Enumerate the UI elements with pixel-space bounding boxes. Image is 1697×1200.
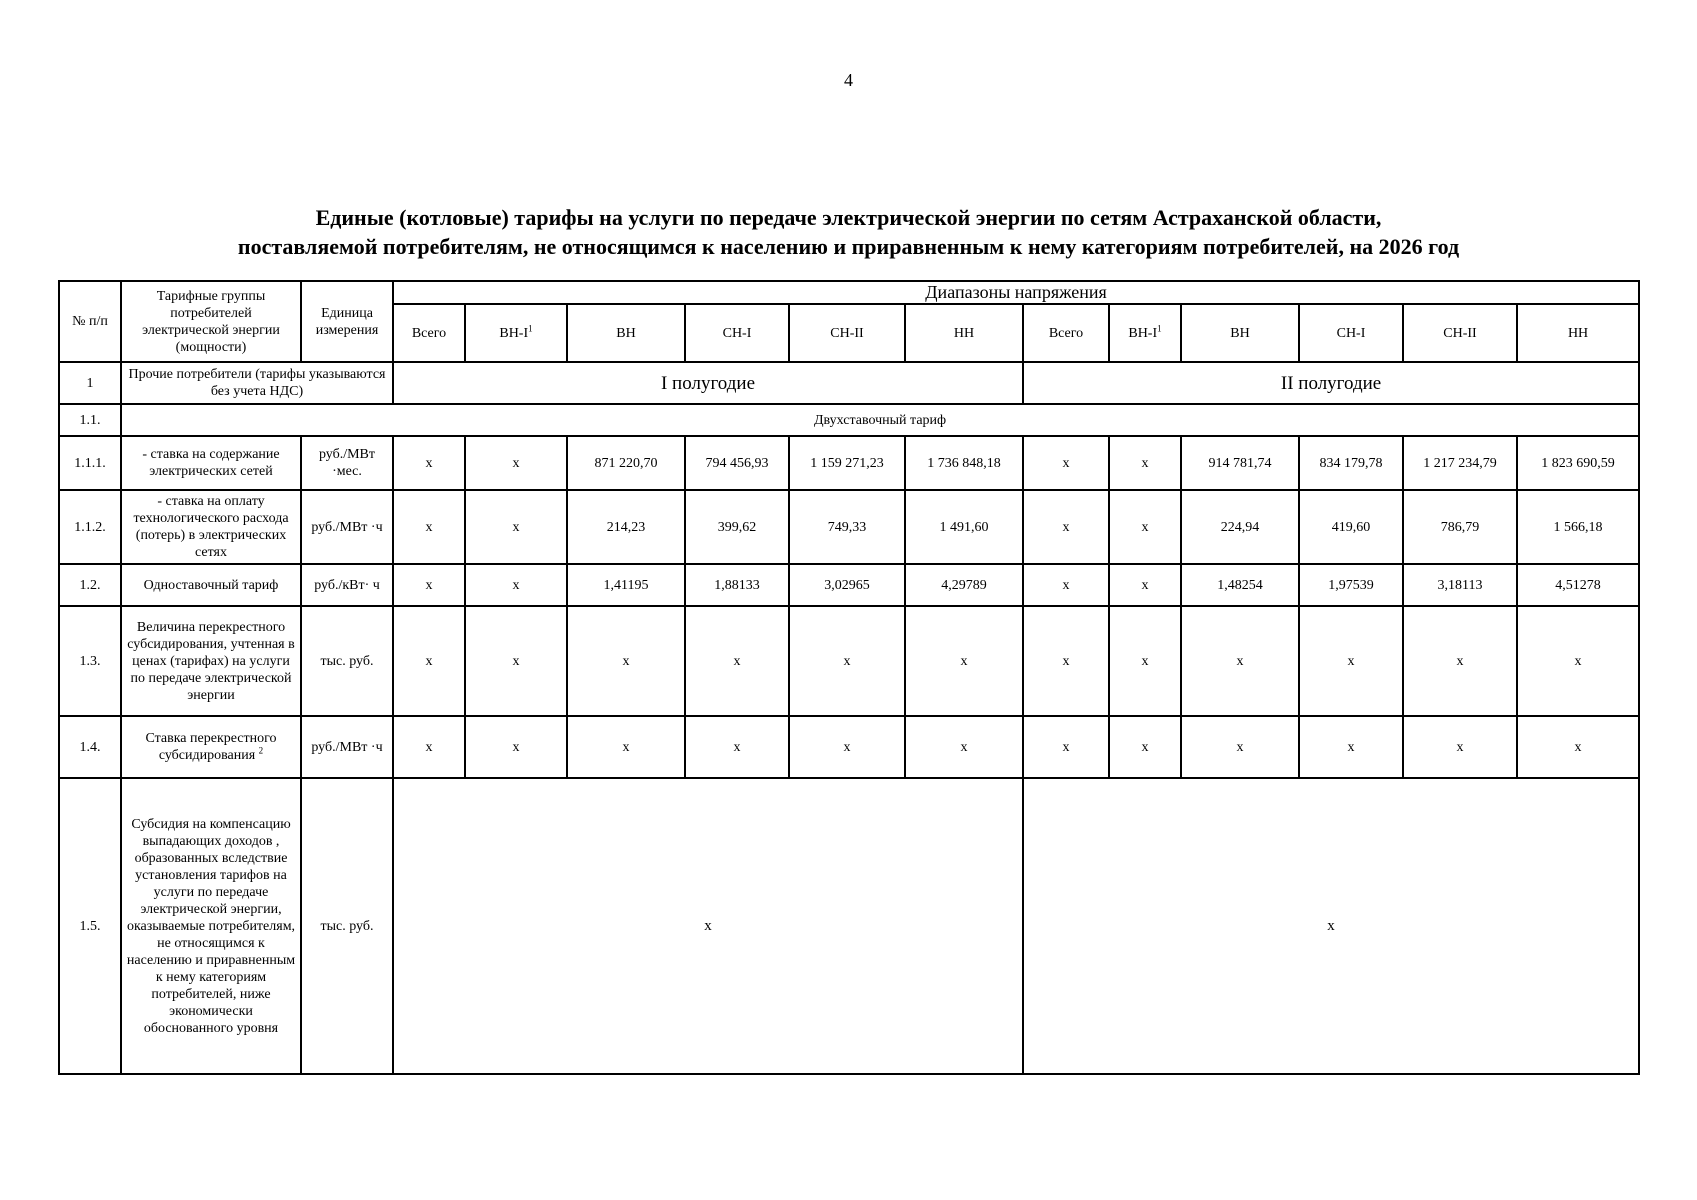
cell-value-half-1: x [393, 778, 1023, 1074]
cell-value: x [1109, 490, 1181, 564]
cell-value: x [685, 606, 789, 716]
cell-value: 1 566,18 [1517, 490, 1639, 564]
cell-value: x [1023, 606, 1109, 716]
cell-value: x [1109, 716, 1181, 778]
row-name: Прочие потребители (тарифы указываются без учета НДС) [121, 362, 393, 404]
col-nn-1: НН [905, 304, 1023, 362]
table-row [59, 404, 1639, 436]
col-total-2: Всего [1023, 304, 1109, 362]
cell-value: x [567, 606, 685, 716]
cell-value: x [685, 716, 789, 778]
cell-value: x [393, 564, 465, 606]
header-unit: Единица измерения [301, 281, 393, 362]
table-row [59, 564, 1639, 606]
cell-value: 794 456,93 [685, 436, 789, 490]
page-number: 4 [844, 70, 853, 90]
cell-value: 3,18113 [1403, 564, 1517, 606]
cell-value: x [1517, 716, 1639, 778]
table-row [59, 606, 1639, 716]
cell-value: x [393, 606, 465, 716]
cell-value: x [393, 436, 465, 490]
header-row-1 [59, 281, 1639, 304]
row-name: - ставка на оплату технологического расхода (потерь) в электрических сетях [121, 490, 301, 564]
cell-value: 914 781,74 [1181, 436, 1299, 490]
row-unit: руб./МВт ·ч [301, 490, 393, 564]
header-num: № п/п [59, 281, 121, 362]
cell-value: 1,88133 [685, 564, 789, 606]
cell-value: x [1299, 606, 1403, 716]
cell-value: 4,29789 [905, 564, 1023, 606]
table-row [59, 716, 1639, 778]
cell-value-half-2: x [1023, 778, 1639, 1074]
cell-value: x [1109, 564, 1181, 606]
cell-value: 224,94 [1181, 490, 1299, 564]
row-unit: руб./МВт ·ч [301, 716, 393, 778]
cell-value: 1 159 271,23 [789, 436, 905, 490]
cell-value: x [1109, 606, 1181, 716]
cell-value: x [393, 716, 465, 778]
cell-value: x [465, 716, 567, 778]
cell-value: 1 823 690,59 [1517, 436, 1639, 490]
cell-value: x [1023, 716, 1109, 778]
col-vn-1: ВН [567, 304, 685, 362]
cell-value: x [465, 564, 567, 606]
row-name: Субсидия на компенсацию выпадающих доходов , образованных вследствие установления тарифов на услуги по передаче электрической энергии, оказываемые потребителям, не относящимся к населению и приравненным к нему категориям потребителей, ниже экономически обоснованного уровня [121, 778, 301, 1074]
row-num: 1.5. [59, 778, 121, 1074]
table-row [59, 778, 1639, 1074]
row-name-text: Ставка перекрестного субсидирования [145, 731, 277, 763]
cell-value: 871 220,70 [567, 436, 685, 490]
row-num: 1.3. [59, 606, 121, 716]
col-vn1-label: ВН-I [499, 325, 529, 341]
col-vn1-1 [465, 304, 567, 362]
cell-value: 1 491,60 [905, 490, 1023, 564]
cell-value: x [1403, 716, 1517, 778]
cell-value: 419,60 [1299, 490, 1403, 564]
row-name: - ставка на содержание электрических сетей [121, 436, 301, 490]
row-unit: руб./МВт ·мес. [301, 436, 393, 490]
row-unit: тыс. руб. [301, 606, 393, 716]
half-1-label: I полугодие [393, 362, 1023, 404]
header-group: Тарифные группы потребителей электрической энергии (мощности) [121, 281, 301, 362]
cell-value: x [789, 716, 905, 778]
table-row [59, 436, 1639, 490]
col-sn1-2: СН-I [1299, 304, 1403, 362]
cell-value: x [465, 436, 567, 490]
col-sn2-1: СН-II [789, 304, 905, 362]
cell-value: 1 736 848,18 [905, 436, 1023, 490]
row-unit: руб./кВт· ч [301, 564, 393, 606]
row-num: 1.2. [59, 564, 121, 606]
cell-value: x [1403, 606, 1517, 716]
cell-value: x [905, 716, 1023, 778]
row-name: Одноставочный тариф [121, 564, 301, 606]
half-2-label: II полугодие [1023, 362, 1639, 404]
cell-value: x [1023, 436, 1109, 490]
col-vn-2: ВН [1181, 304, 1299, 362]
cell-value: 786,79 [1403, 490, 1517, 564]
row-num: 1 [59, 362, 121, 404]
cell-value: x [393, 490, 465, 564]
col-sn1-1: СН-I [685, 304, 789, 362]
cell-value: 399,62 [685, 490, 789, 564]
row-num: 1.1. [59, 404, 121, 436]
cell-value: 4,51278 [1517, 564, 1639, 606]
footnote-1: 1 [1157, 322, 1162, 333]
col-nn-2: НН [1517, 304, 1639, 362]
page-title [0, 203, 1697, 261]
cell-value: x [465, 606, 567, 716]
header-ranges: Диапазоны напряжения [393, 281, 1639, 304]
cell-value: 749,33 [789, 490, 905, 564]
cell-value: 3,02965 [789, 564, 905, 606]
cell-value: x [567, 716, 685, 778]
cell-value: x [789, 606, 905, 716]
cell-value: x [1023, 564, 1109, 606]
row-unit: тыс. руб. [301, 778, 393, 1074]
section-row [59, 362, 1639, 404]
row-num: 1.1.2. [59, 490, 121, 564]
footnote-2: 2 [258, 745, 264, 756]
title-line-2: поставляемой потребителям, не относящимся к населению и приравненным к нему категориям потребителей, на 2026 год [237, 234, 1460, 259]
row-name: Величина перекрестного субсидирования, учтенная в ценах (тарифах) на услуги по передаче электрической энергии [121, 606, 301, 716]
footnote-1: 1 [528, 322, 533, 333]
cell-value: x [1023, 490, 1109, 564]
table-row [59, 490, 1639, 564]
row-num: 1.4. [59, 716, 121, 778]
cell-value: 1,48254 [1181, 564, 1299, 606]
cell-value: x [1109, 436, 1181, 490]
tariff-table [58, 280, 1640, 1075]
cell-value: 1,41195 [567, 564, 685, 606]
row-num: 1.1.1. [59, 436, 121, 490]
col-total-1: Всего [393, 304, 465, 362]
row-name [121, 716, 301, 778]
cell-value: x [905, 606, 1023, 716]
row-name: Двухставочный тариф [121, 404, 1639, 436]
cell-value: 834 179,78 [1299, 436, 1403, 490]
col-sn2-2: СН-II [1403, 304, 1517, 362]
cell-value: 214,23 [567, 490, 685, 564]
cell-value: 1 217 234,79 [1403, 436, 1517, 490]
col-vn1-2 [1109, 304, 1181, 362]
cell-value: x [1299, 716, 1403, 778]
col-vn1-label: ВН-I [1128, 325, 1158, 341]
cell-value: x [1517, 606, 1639, 716]
cell-value: x [465, 490, 567, 564]
cell-value: x [1181, 716, 1299, 778]
title-line-1: Единые (котловые) тарифы на услуги по передаче электрической энергии по сетям Астраханской области, [315, 205, 1382, 230]
cell-value: 1,97539 [1299, 564, 1403, 606]
cell-value: x [1181, 606, 1299, 716]
